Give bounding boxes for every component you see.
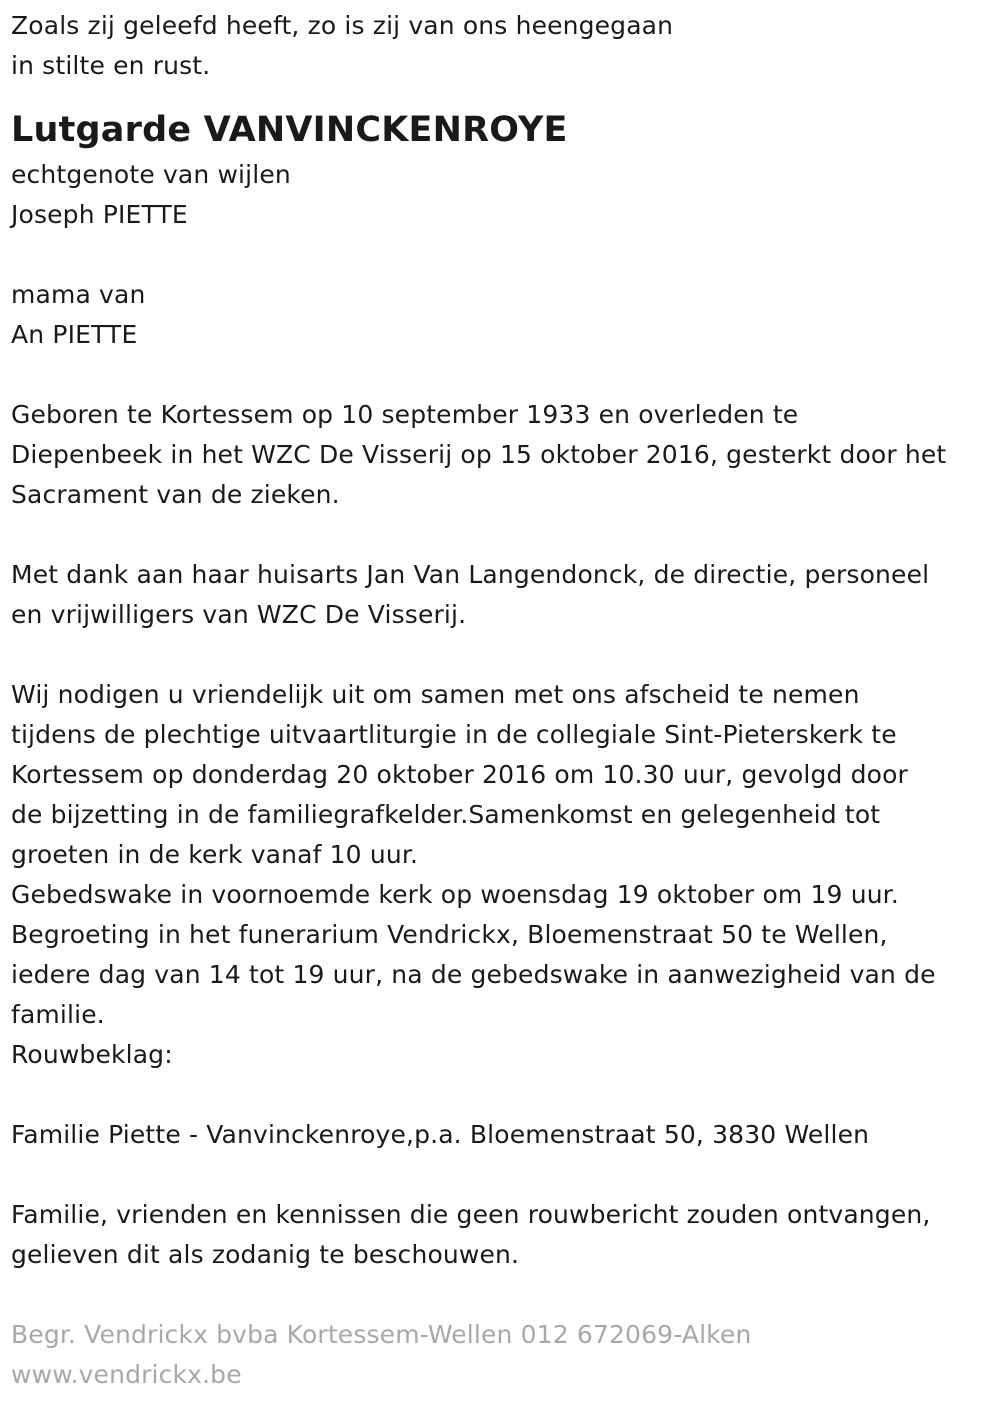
thanks-line: en vrijwilligers van WZC De Visserij. xyxy=(11,600,467,629)
ceremony-line: Gebedswake in voornoemde kerk op woensdag 19 oktober om 19 uur. xyxy=(11,880,899,909)
website-link[interactable]: www.vendrickx.be xyxy=(11,1360,242,1389)
deceased-name: Lutgarde VANVINCKENROYE xyxy=(11,110,568,150)
thanks-line: Met dank aan haar huisarts Jan Van Langendonck, de directie, personeel xyxy=(11,560,930,589)
birth-death-line: Geboren te Kortessem op 10 september 1933 en overleden te xyxy=(11,400,799,429)
intro-verse xyxy=(11,6,991,86)
ceremony-line: tijdens de plechtige uitvaartliturgie in de collegiale Sint-Pieterskerk te xyxy=(11,720,897,749)
intro-line: Zoals zij geleefd heeft, zo is zij van ons heengegaan xyxy=(11,11,674,40)
children-line: An PIETTE xyxy=(11,320,138,349)
thanks-paragraph xyxy=(11,555,991,635)
notice-paragraph xyxy=(11,1195,991,1275)
spouse-block xyxy=(11,155,991,235)
obituary-document xyxy=(11,6,991,1395)
ceremony-line: Rouwbeklag: xyxy=(11,1040,173,1069)
spouse-line: echtgenote van wijlen xyxy=(11,160,291,189)
ceremony-line: Kortessem op donderdag 20 oktober 2016 om 10.30 uur, gevolgd door xyxy=(11,760,908,789)
ceremony-line: de bijzetting in de familiegrafkelder.Samenkomst en gelegenheid tot xyxy=(11,800,881,829)
children-block xyxy=(11,275,991,355)
spouse-line: Joseph PIETTE xyxy=(11,200,188,229)
birth-death-line: Diepenbeek in het WZC De Visserij op 15 oktober 2016, gesterkt door het xyxy=(11,440,947,469)
intro-line: in stilte en rust. xyxy=(11,51,211,80)
notice-line: Familie, vrienden en kennissen die geen rouwbericht zouden ontvangen, xyxy=(11,1200,931,1229)
ceremony-paragraph xyxy=(11,675,991,1075)
ceremony-line: familie. xyxy=(11,1000,105,1029)
footer xyxy=(11,1315,991,1395)
birth-death-paragraph xyxy=(11,395,991,515)
ceremony-line: Wij nodigen u vriendelijk uit om samen met ons afscheid te nemen xyxy=(11,680,860,709)
notice-line: gelieven dit als zodanig te beschouwen. xyxy=(11,1240,520,1269)
ceremony-line: Begroeting in het funerarium Vendrickx, Bloemenstraat 50 te Wellen, xyxy=(11,920,888,949)
children-line: mama van xyxy=(11,280,146,309)
birth-death-line: Sacrament van de zieken. xyxy=(11,480,340,509)
condolence-address: Familie Piette - Vanvinckenroye,p.a. Bloemenstraat 50, 3830 Wellen xyxy=(11,1120,870,1149)
funeral-home-info: Begr. Vendrickx bvba Kortessem-Wellen 012 672069-Alken xyxy=(11,1320,752,1349)
ceremony-line: iedere dag van 14 tot 19 uur, na de gebedswake in aanwezigheid van de xyxy=(11,960,936,989)
ceremony-line: groeten in de kerk vanaf 10 uur. xyxy=(11,840,419,869)
